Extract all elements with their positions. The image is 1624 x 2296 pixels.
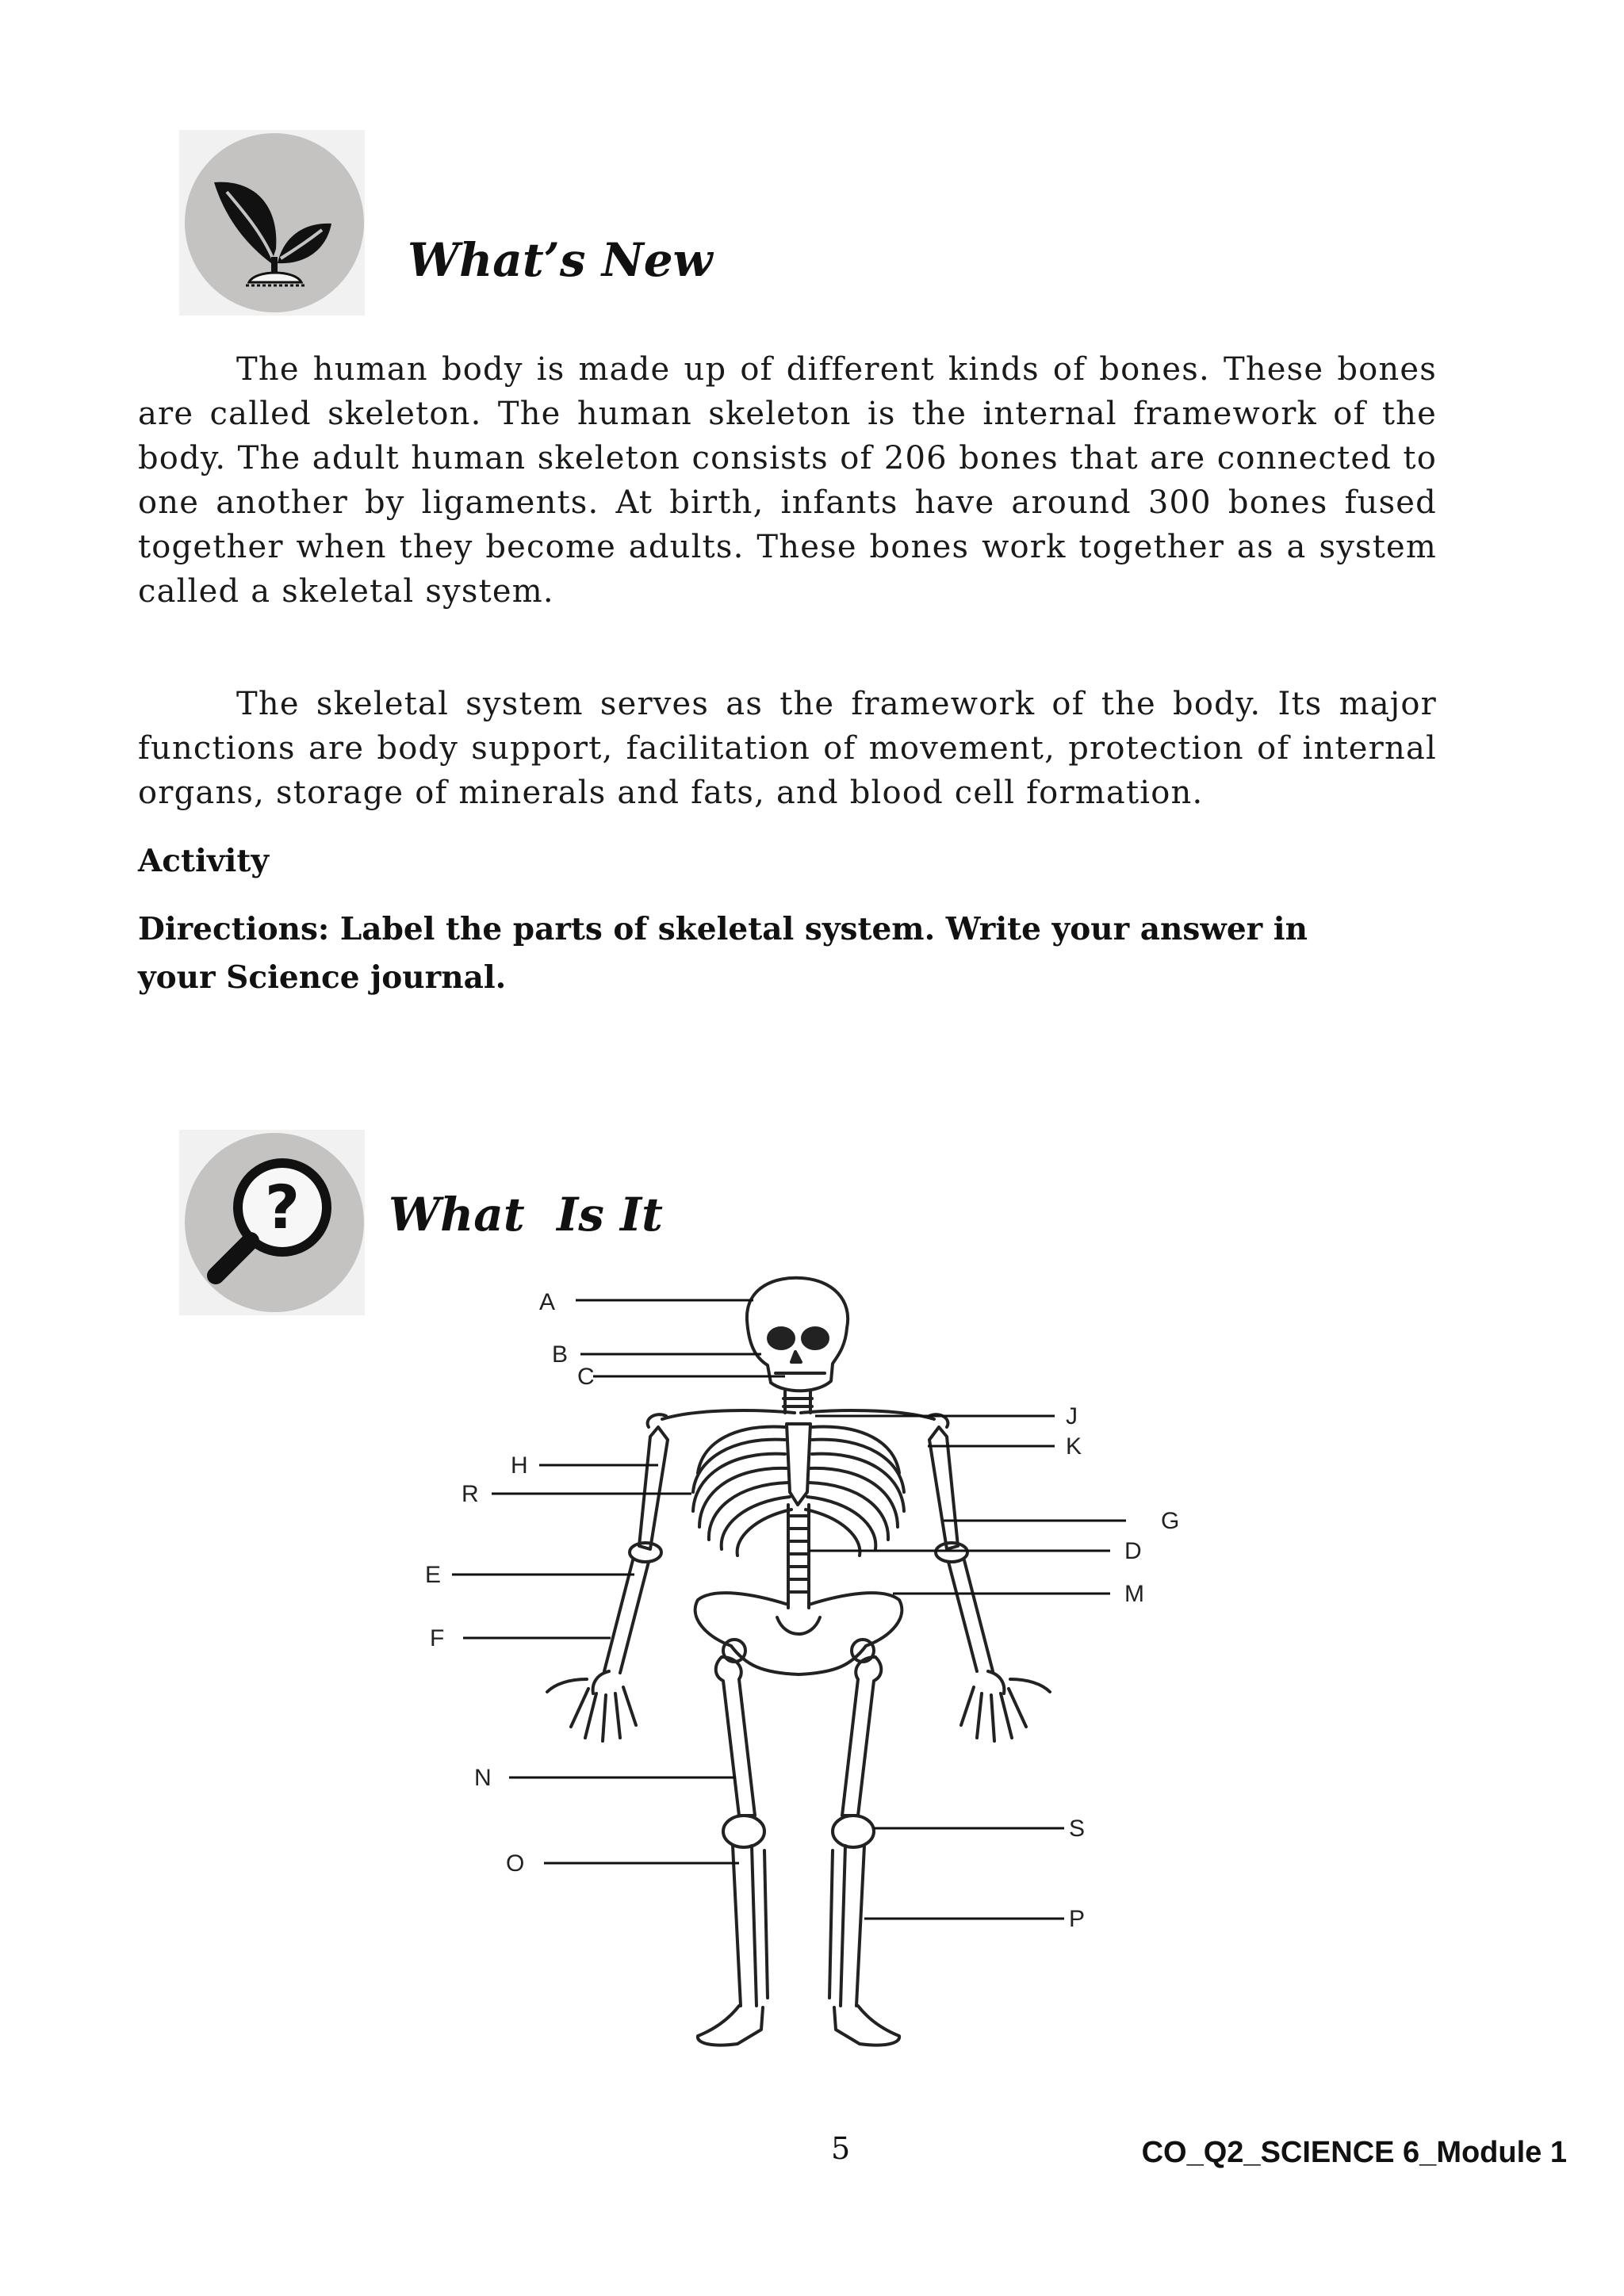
label-a: A <box>539 1289 556 1315</box>
label-k: K <box>1066 1433 1082 1460</box>
svg-text:?: ? <box>264 1172 301 1242</box>
label-o: O <box>506 1850 525 1877</box>
label-s: S <box>1069 1816 1086 1842</box>
activity-heading: Activity <box>138 843 269 879</box>
directions-line-2: your Science journal. <box>138 959 507 996</box>
label-n: N <box>474 1765 492 1791</box>
intro-paragraph: The human body is made up of different kinds of bones. These bones are called skeleton. The human skeleton is the internal framework of the body. The adult human skeleton consists of 206 bones that are connected to one another by ligaments. At birth, infants have around 300 bones fused together when they become adults. These bones work together as a system called a skeletal system. <box>138 351 1437 610</box>
label-m: M <box>1124 1581 1144 1607</box>
skeletal-system-diagram <box>0 1269 1624 2077</box>
label-b: B <box>552 1341 569 1368</box>
whats-new-title: What’s New <box>408 233 713 287</box>
what-is-it-title: What Is It <box>389 1188 663 1242</box>
label-d: D <box>1124 1538 1142 1564</box>
label-h: H <box>511 1452 528 1479</box>
functions-paragraph: The skeletal system serves as the framework of the body. Its major functions are body support, facilitation of movement, protection of internal organs, storage of minerals and fats, and blood cell formation. <box>138 686 1437 811</box>
label-g: G <box>1161 1508 1180 1534</box>
label-j: J <box>1066 1403 1078 1429</box>
label-p: P <box>1069 1906 1086 1932</box>
label-f: F <box>430 1625 445 1651</box>
label-leader-lines <box>452 1300 1126 1919</box>
page-number: 5 <box>831 2131 851 2166</box>
directions-line-1: Directions: Label the parts of skeletal system. Write your answer in <box>138 911 1308 947</box>
label-c: C <box>577 1364 595 1390</box>
skeleton-drawing <box>547 1278 1050 2045</box>
seedling-icon <box>179 130 365 316</box>
label-e: E <box>425 1562 442 1588</box>
module-code: CO_Q2_SCIENCE 6_Module 1 <box>1141 2136 1567 2169</box>
label-r: R <box>462 1481 479 1507</box>
